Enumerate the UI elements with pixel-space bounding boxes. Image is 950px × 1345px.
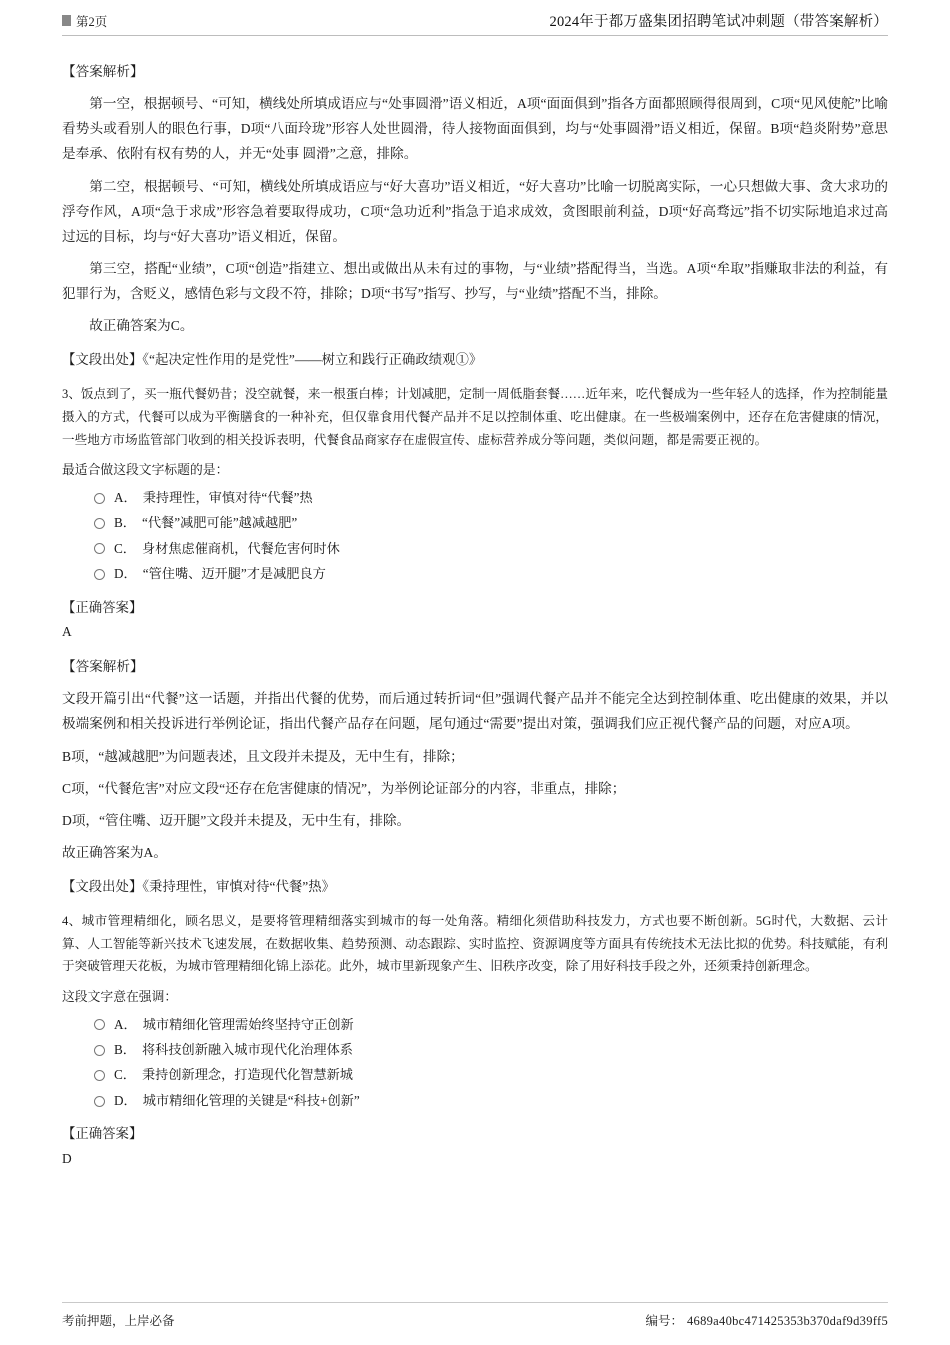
question-4-answer-label: 【正确答案】 [62,1126,143,1142]
radio-icon[interactable] [94,493,105,504]
option-label: 身材焦虑催商机，代餐危害何时休 [141,540,340,556]
analysis-conclusion-1: 故正确答案为C。 [89,318,194,334]
footer-code-group [645,1311,888,1329]
option-item[interactable] [62,1064,888,1086]
option-letter: C． [114,540,136,556]
question-3-answer-label: 【正确答案】 [62,599,143,615]
option-letter: A． [114,489,137,505]
question-3-options [62,487,888,586]
analysis-paragraph-3: 第三空，搭配“业绩”，C项“创造”指建立、想出或做出从未有过的事物，与“业绩”搭配得当，当选。A项“牟取”指赚取非法的利益，有犯罪行为，含贬义，感情色彩与文段不符，排除；D项“书写”指写、抄写，与“业绩”搭配不当，排除。 [62,260,888,302]
option-label: 秉持理性，审慎对待“代餐”热 [142,489,313,505]
option-letter: A． [114,1016,137,1032]
option-label: “代餐”减肥可能”越减越肥” [141,515,298,531]
option-item[interactable] [62,1090,888,1112]
question-4-stem: 4、城市管理精细化，顾名思义，是要将管理精细落实到城市的每一处角落。精细化须借助科技发力，方式也要不断创新。5G时代，大数据、云计算、人工智能等新兴技术飞速发展，在数据收集、趋势预测、动态跟踪、实时监控、资源调度等方面具有传统技术无法比拟的优势。科技赋能，有利于突破管理天花板，为城市管理精细化锦上添花。此外，城市里新现象产生、旧秩序改变，除了用好科技手段之外，还须秉持创新理念。 [62,913,888,974]
option-label: 将科技创新融入城市现代化治理体系 [141,1042,353,1058]
option-label: 秉持创新理念，打造现代化智慧新城 [141,1067,353,1083]
question-4-options [62,1014,888,1113]
question-3-analysis-2: B项，“越减越肥”为问题表述，且文段并未提及，无中生有，排除； [62,748,464,764]
option-letter: B． [114,515,136,531]
question-3-analysis-3: C项，“代餐危害”对应文段“还存在危害健康的情况”，为举例论证部分的内容，非重点，排除； [62,780,626,796]
radio-icon[interactable] [94,569,105,580]
page-header [62,0,888,36]
option-item[interactable] [62,1039,888,1061]
document-title: 2024年于都万盛集团招聘笔试冲刺题（带答案解析） [549,14,888,30]
radio-icon[interactable] [94,1070,105,1081]
question-4-prompt: 这段文字意在强调： [62,989,178,1004]
question-3-prompt: 最适合做这段文字标题的是： [62,463,229,478]
analysis-paragraph-2: 第二空，根据顿号、“可知，横线处所填成语应与“好大喜功”语义相近，“好大喜功”比喻一切脱离实际，一心只想做大事、贪大求功的浮夸作风，A项“急于求成”形容急着要取得成功，C项“急功近利”指急于追求成效，贪图眼前利益，D项“好高骛远”指不切实际地追求过高过远的目标，均与“好大喜功”语义相近，保留。 [62,178,888,244]
option-letter: B． [114,1042,136,1058]
radio-icon[interactable] [94,543,105,554]
footer-code-value: 4689a40bc471425353b370daf9d39ff5 [686,1314,888,1328]
footer-slogan: 考前押题，上岸必备 [62,1314,175,1328]
analysis-label-2: 【答案解析】 [62,659,144,675]
question-3-stem: 3、饭点到了，买一瓶代餐奶昔；没空就餐，来一根蛋白棒；计划减肥，定制一周低脂套餐……近年来，吃代餐成为一些年轻人的选择，作为控制能量摄入的方式，代餐可以成为平衡膳食的一种补充，但仅靠食用代餐产品并不足以控制体重、吃出健康。在一些极端案例中，还存在危害健康的情况，一些地方市场监管部门收到的相关投诉表明，代餐食品商家存在虚假宣传、虚标营养成分等问题，类似问题，都是需要正视的。 [62,387,888,447]
question-3-analysis-1: 文段开篇引出“代餐”这一话题，并指出代餐的优势，而后通过转折词“但”强调代餐产品并不能完全达到控制体重、吃出健康的效果，并以极端案例和相关投诉进行举例论证，指出代餐产品存在问题，尾句通过“需要”提出对策，强调我们应正视代餐产品的问题，对应A项。 [62,691,888,732]
footer-code-label: 编号： [645,1314,683,1328]
source-reference-2: 【文段出处】《秉持理性，审慎对待“代餐”热》 [62,879,335,895]
radio-icon[interactable] [94,1096,105,1107]
option-letter: C． [114,1067,136,1083]
analysis-paragraph-1: 第一空，根据顿号、“可知，横线处所填成语应与“处事圆滑”语义相近，A项“面面俱到”指各方面都照顾得很周到，C项“见风使舵”比喻看势头或看别人的眼色行事，D项“八面玲珑”形容人处世圆滑，待人接物面面俱到，均与“处事圆滑”语义相近，保留。B项“趋炎附势”意思是奉承、依附有权有势的人，并无“处事 圆滑”之意，排除。 [62,96,888,162]
page-marker [62,12,107,30]
page-marker-icon [62,15,71,26]
option-letter: D． [114,566,137,582]
option-label: “管住嘴、迈开腿”才是减肥良方 [142,566,326,582]
option-label: 城市精细化管理的关键是“科技+创新” [142,1092,360,1108]
question-3-answer-value: A [62,624,72,640]
option-item[interactable] [62,1014,888,1036]
option-letter: D． [114,1092,137,1108]
option-item[interactable] [62,487,888,509]
question-3-analysis-4: D项，“管住嘴、迈开腿”文段并未提及，无中生有，排除。 [62,812,411,828]
option-item[interactable] [62,538,888,560]
page-footer [62,1311,888,1329]
question-4-answer-value: D [62,1151,72,1167]
option-item[interactable] [62,512,888,534]
page-marker-label: 第2页 [76,14,108,29]
document-body [62,36,888,1172]
source-reference-1: 【文段出处】《“起决定性作用的是党性”——树立和践行正确政绩观①》 [62,352,483,368]
radio-icon[interactable] [94,1019,105,1030]
radio-icon[interactable] [94,1045,105,1056]
option-item[interactable] [62,563,888,585]
footer-divider [62,1302,888,1303]
radio-icon[interactable] [94,518,105,529]
option-label: 城市精细化管理需始终坚持守正创新 [142,1016,354,1032]
analysis-label-1: 【答案解析】 [62,64,144,79]
analysis-conclusion-2: 故正确答案为A。 [62,845,167,861]
